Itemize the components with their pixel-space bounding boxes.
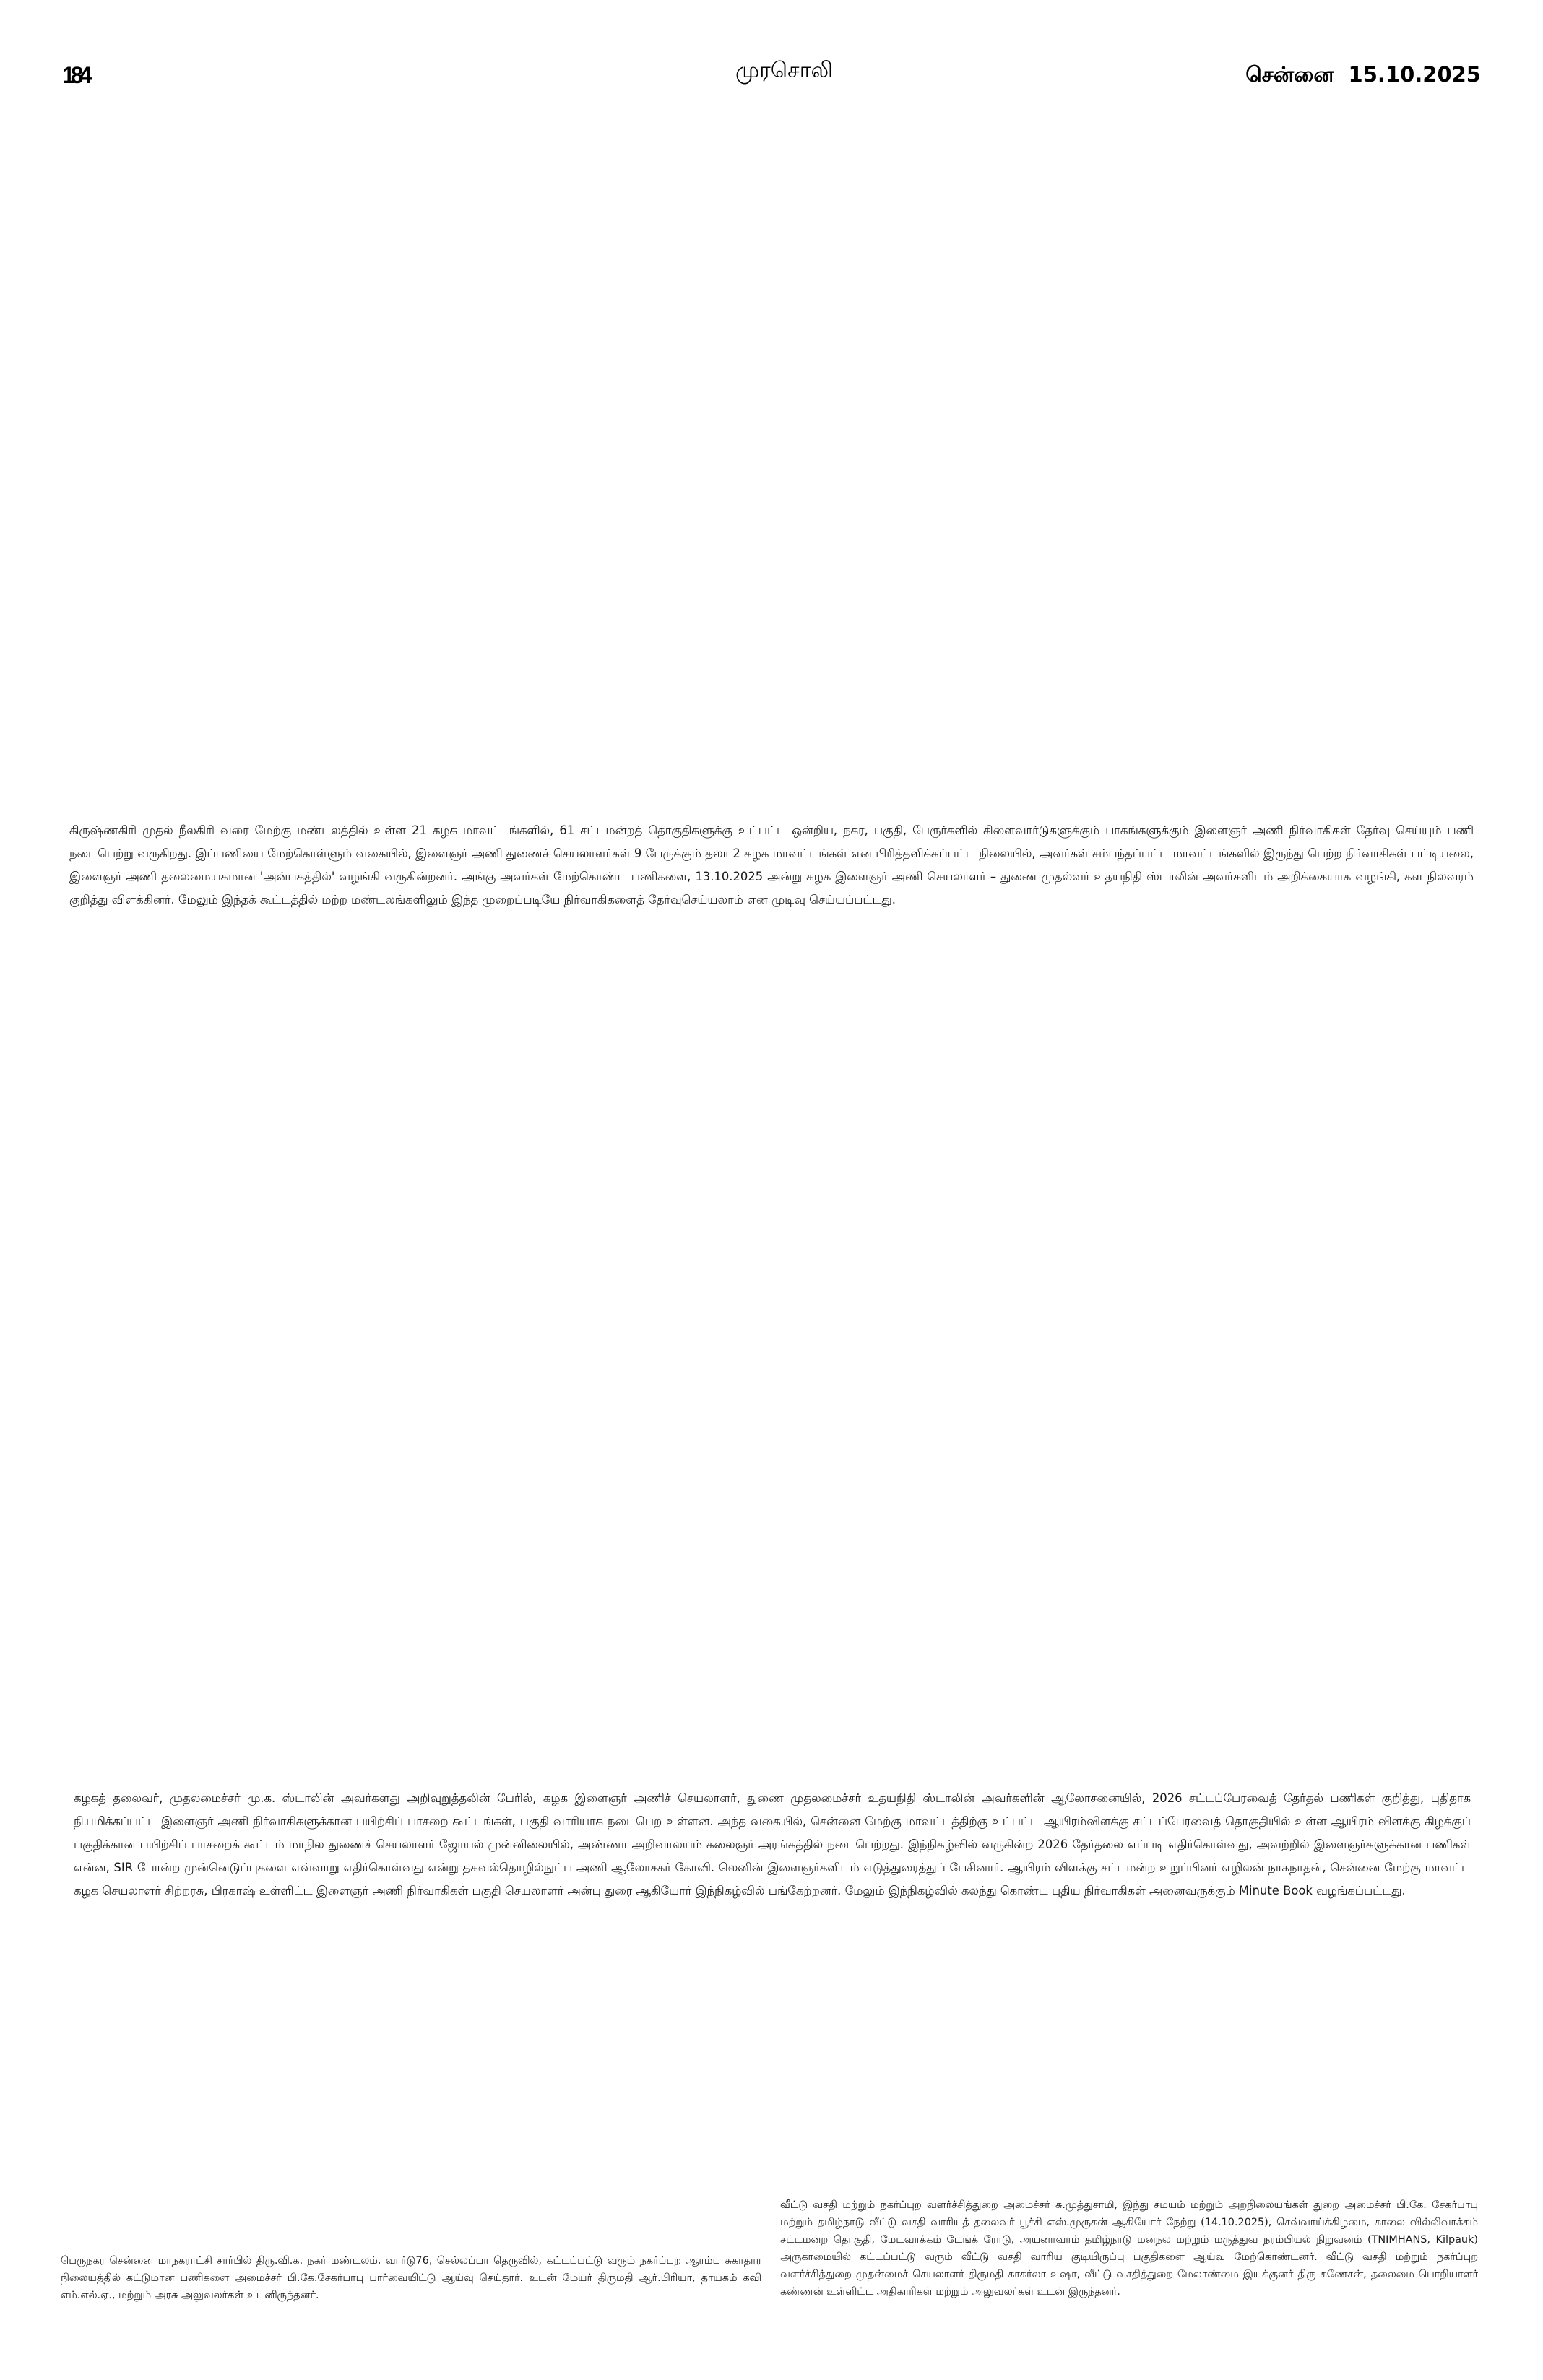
dateline-place: சென்னை xyxy=(1245,62,1334,87)
photo-caption-health-centre: பெருநகர சென்னை மாநகராட்சி சார்பில் திரு.வி.க. நகர் மண்டலம், வார்டு76, செல்லப்பா தெருவில், கட்டப்பட்டு வரும் நகர்ப்புற ஆரம்ப சுகாதார நிலையத்தில் கட்டுமான பணிகளை அமைச்சர் பி.கே.சேகர்பாபு பார்வையிட்டு ஆய்வு செய்தார். உடன் மேயர் திருமதி ஆர்.பிரியா, தாயகம் கவி எம்.எல்.ஏ., மற்றும் அரசு அலுவலர்கள் உடனிருந்தனர். xyxy=(61,2255,761,2301)
page-number: 184 xyxy=(62,62,88,88)
photo-caption-housing-inspection: வீட்டு வசதி மற்றும் நகர்ப்புற வளர்ச்சித்துறை அமைச்சர் சு.முத்துசாமி, இந்து சமயம் மற்றும் அறநிலையங்கள் துறை அமைச்சர் பி.கே. சேகர்பாபு மற்றும் தமிழ்நாடு வீட்டு வசதி வாரியத் தலைவர் பூச்சி எஸ்.முருகன் ஆகியோர் நேற்று (14.10.2025), செவ்வாய்க்கிழமை, காலை வில்லிவாக்கம் சட்டமன்ற தொகுதி, மேடவாக்கம் டேங்க் ரோடு, அயனாவரம் தமிழ்நாடு மனநல மற்றும் மருத்துவ நரம்பியல் நிறுவனம் (TNIMHANS, Kilpauk) அருகாமையில் கட்டப்பட்டு வரும் வீட்டு வசதி வாரிய குடியிருப்பு பகுதிகளை ஆய்வு மேற்கொண்டனர். வீட்டு வசதி மற்றும் நகர்ப்புற வளர்ச்சித்துறை முதன்மைச் செயலாளர் திருமதி காகர்லா உஷா, வீட்டு வசதித்துறை மேலாண்மை இயக்குனர் திரு கணேசன், தலைமை பொறியாளர் கண்ணன் உள்ளிட்ட அதிகாரிகள் மற்றும் அலுவலர்கள் உடன் இருந்தனர். xyxy=(780,2199,1478,2298)
dateline-date: 15.10.2025 xyxy=(1348,62,1481,87)
article-training-camp: கழகத் தலைவர், முதலமைச்சர் மு.க. ஸ்டாலின் அவர்களது அறிவுறுத்தலின் பேரில், கழக இளைஞர் அணிச் செயலாளர், துணை முதலமைச்சர் உதயநிதி ஸ்டாலின் அவர்களின் ஆலோசனையில், 2026 சட்டப்பேரவைத் தேர்தல் பணிகள் குறித்து, புதிதாக நியமிக்கப்பட்ட இளைஞர் அணி நிர்வாகிகளுக்கான பயிற்சிப் பாசறை கூட்டங்கள், பகுதி வாரியாக நடைபெற உள்ளன. அந்த வகையில், சென்னை மேற்கு மாவட்டத்திற்கு உட்பட்ட ஆயிரம்விளக்கு சட்டப்பேரவைத் தொகுதியில் உள்ள ஆயிரம் விளக்கு கிழக்குப் பகுதிக்கான பயிற்சிப் பாசறைக் கூட்டம் மாநில துணைச் செயலாளர் ஜோயல் முன்னிலையில், அண்ணா அறிவாலயம் கலைஞர் அரங்கத்தில் நடைபெற்றது. இந்நிகழ்வில் வருகின்ற 2026 தேர்தலை எப்படி எதிர்கொள்வது, அவற்றில் இளைஞர்களுக்கான பணிகள் என்ன, SIR போன்ற முன்னெடுப்புகளை எவ்வாறு எதிர்கொள்வது என்று தகவல்தொழில்நுட்ப அணி ஆலோசகர் கோவி. லெனின் இளைஞர்களிடம் எடுத்துரைத்துப் பேசினார். ஆயிரம் விளக்கு சட்டமன்ற உறுப்பினர் எழிலன் நாகநாதன், சென்னை மேற்கு மாவட்ட கழக செயலாளர் சிற்றரசு, பிரகாஷ் உள்ளிட்ட இளைஞர் அணி நிர்வாகிகள் பகுதி செயலாளர் அன்பு துரை ஆகியோர் இந்நிகழ்வில் பங்கேற்றனர். மேலும் இந்நிகழ்வில் கலந்து கொண்ட புதிய நிர்வாகிகள் அனைவருக்கும் Minute Book வழங்கப்பட்டது. xyxy=(74,1791,1471,1897)
page-header xyxy=(0,0,1543,108)
newspaper-masthead: முரசொலி xyxy=(735,58,833,83)
dateline xyxy=(1245,62,1481,90)
article-youth-wing-west-zone: கிருஷ்ணகிரி முதல் நீலகிரி வரை மேற்கு மண்டலத்தில் உள்ள 21 கழக மாவட்டங்களில், 61 சட்டமன்றத் தொகுதிகளுக்கு உட்பட்ட ஒன்றிய, நகர, பகுதி, பேரூர்களில் கிளைவார்டுகளுக்கும் பாகங்களுக்கும் இளைஞர் அணி நிர்வாகிகள் தேர்வு செய்யும் பணி நடைபெற்று வருகிறது. இப்பணியை மேற்கொள்ளும் வகையில், இளைஞர் அணி துணைச் செயலாளர்கள் 9 பேருக்கும் தலா 2 கழக மாவட்டங்கள் என பிரித்தளிக்கப்பட்ட நிலையில், அவர்கள் சம்பந்தப்பட்ட மாவட்டங்களில் இருந்து பெற்ற நிர்வாகிகள் பட்டியலை, இளைஞர் அணி தலைமையகமான 'அன்பகத்தில்' வழங்கி வருகின்றனர். அங்கு அவர்கள் மேற்கொண்ட பணிகளை, 13.10.2025 அன்று கழக இளைஞர் அணி செயலாளர் – துணை முதல்வர் உதயநிதி ஸ்டாலின் அவர்களிடம் அறிக்கையாக வழங்கி, கள நிலவரம் குறித்து விளக்கினர். மேலும் இந்தக் கூட்டத்தில் மற்ற மண்டலங்களிலும் இந்த முறைப்படியே நிர்வாகிகளைத் தேர்வுசெய்யலாம் என முடிவு செய்யப்பட்டது. xyxy=(69,823,1474,906)
